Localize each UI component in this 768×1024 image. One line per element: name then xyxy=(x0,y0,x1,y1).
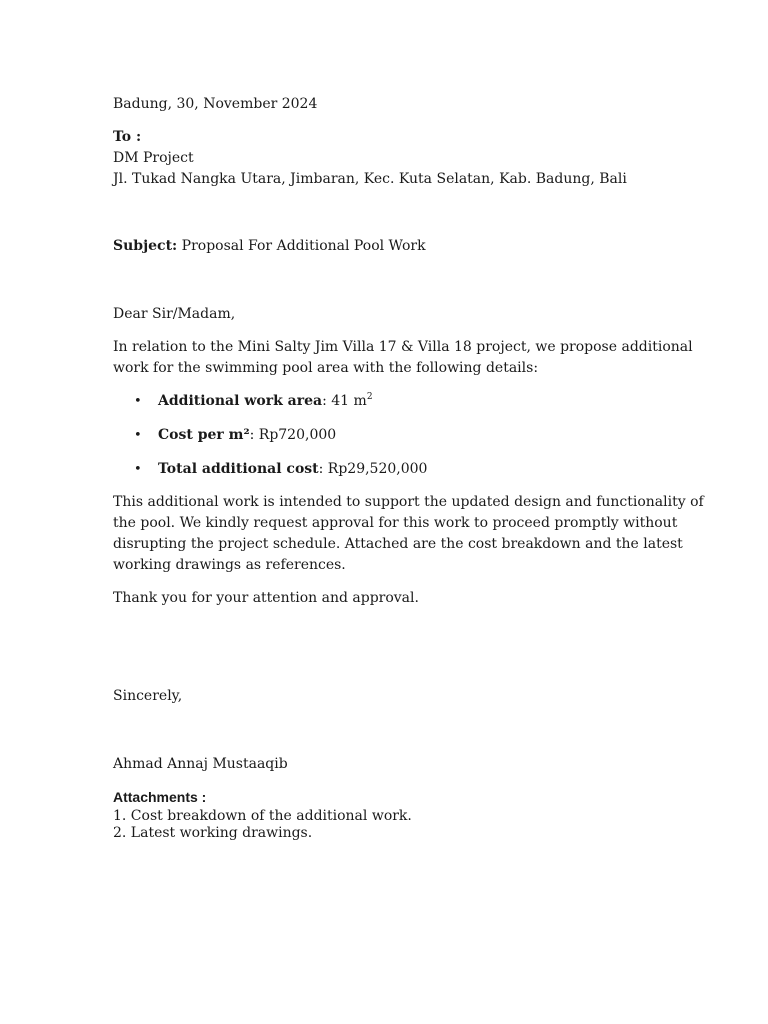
detail-superscript: 2 xyxy=(366,392,373,402)
intro-paragraph xyxy=(113,337,693,379)
greeting: Dear Sir/Madam, xyxy=(113,306,236,322)
signer-name: Ahmad Annaj Mustaaqib xyxy=(113,756,288,772)
subject-label: Subject: xyxy=(113,238,178,254)
detail-item-cost-per-m2 xyxy=(134,425,653,446)
attachment-item: 1. Cost breakdown of the additional work. xyxy=(113,808,412,824)
detail-value: : 41 m xyxy=(322,393,367,409)
subject-text: Proposal For Additional Pool Work xyxy=(177,238,426,254)
body-line: disrupting the project schedule. Attached are the cost breakdown and the latest xyxy=(113,536,683,552)
attachments-label: Attachments : xyxy=(113,789,207,805)
letter-date: Badung, 30, November 2024 xyxy=(113,96,318,112)
detail-label: Additional work area xyxy=(158,393,323,409)
body-line: working drawings as references. xyxy=(113,557,346,573)
detail-label: Total additional cost xyxy=(158,461,319,477)
subject-line xyxy=(113,236,653,257)
detail-item-total-cost xyxy=(134,459,653,480)
to-label: To : xyxy=(113,129,142,145)
bullet-icon: • xyxy=(134,428,142,443)
detail-label: Cost per m² xyxy=(158,427,250,443)
details-list xyxy=(113,391,653,480)
detail-value: : Rp29,520,000 xyxy=(318,461,428,477)
body-line: This additional work is intended to support the updated design and functionality of xyxy=(113,494,704,510)
thanks-line: Thank you for your attention and approval. xyxy=(113,590,419,606)
bullet-icon: • xyxy=(134,462,142,477)
bullet-icon: • xyxy=(134,394,142,409)
letter-body xyxy=(113,94,704,842)
intro-line: In relation to the Mini Salty Jim Villa 17 & Villa 18 project, we propose additional xyxy=(113,339,693,355)
closing: Sincerely, xyxy=(113,688,183,704)
recipient-address: Jl. Tukad Nangka Utara, Jimbaran, Kec. Kuta Selatan, Kab. Badung, Bali xyxy=(113,171,627,187)
detail-value: : Rp720,000 xyxy=(249,427,337,443)
attachment-item: 2. Latest working drawings. xyxy=(113,825,313,841)
body-paragraph xyxy=(113,492,704,576)
body-line: the pool. We kindly request approval for this work to proceed promptly without xyxy=(113,515,678,531)
recipient-name: DM Project xyxy=(113,150,194,166)
intro-line: work for the swimming pool area with the following details: xyxy=(113,360,539,376)
detail-item-area xyxy=(134,391,653,412)
